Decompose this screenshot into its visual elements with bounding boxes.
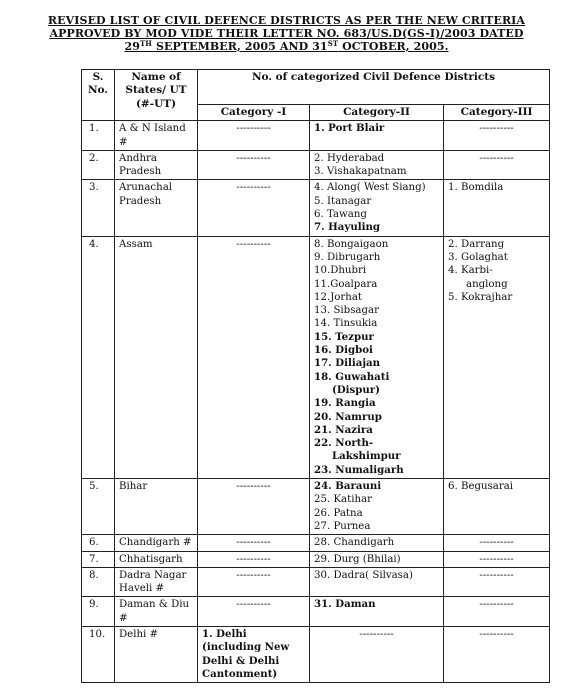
district-name: 14. Tinsukia — [314, 318, 378, 330]
state-name-line: Andhra — [119, 152, 157, 164]
state-name-line: # — [119, 612, 128, 624]
row-sno: 10. — [82, 626, 115, 682]
district-name: 19. Rangia — [314, 397, 376, 410]
row-sno: 5. — [82, 479, 115, 535]
table-row — [82, 597, 550, 627]
row-state-name — [115, 150, 198, 180]
row-cat2-districts — [310, 567, 444, 597]
district-name: 23. Numaligarh — [314, 463, 404, 476]
row-sno: 6. — [82, 535, 115, 551]
empty-dash: ---------- — [479, 569, 514, 581]
col-cat2-header: Category-II — [310, 105, 444, 121]
state-name-line: Dadra Nagar — [119, 569, 187, 581]
row-cat1-districts — [198, 150, 310, 180]
col-cat3-header: Category-III — [444, 105, 550, 121]
row-state-name — [115, 567, 198, 597]
district-name: 2. Darrang — [448, 238, 505, 250]
row-cat2-districts — [310, 535, 444, 551]
col-sno-header: S. No. — [82, 70, 115, 121]
empty-dash: ---------- — [236, 553, 271, 565]
district-name: 4. Karbi- — [448, 265, 493, 277]
row-sno: 7. — [82, 551, 115, 567]
table-row — [82, 236, 550, 478]
district-name: 5. Itanagar — [314, 195, 372, 207]
row-cat1-districts — [198, 626, 310, 682]
row-cat3-districts — [444, 535, 550, 551]
row-cat2-districts — [310, 626, 444, 682]
row-cat3-districts — [444, 479, 550, 535]
state-name-line: Bihar — [119, 481, 148, 493]
row-state-name — [115, 121, 198, 151]
district-name: (including New — [202, 641, 290, 654]
row-sno: 2. — [82, 150, 115, 180]
district-name: Lakshimpur — [332, 450, 401, 463]
row-cat1-districts — [198, 180, 310, 236]
district-name: 2. Hyderabad — [314, 152, 385, 164]
district-name: 29. Durg (Bhilai) — [314, 553, 401, 565]
row-state-name — [115, 626, 198, 682]
row-cat3-districts — [444, 180, 550, 236]
row-sno: 3. — [82, 180, 115, 236]
district-name: 17. Diliajan — [314, 357, 381, 370]
district-name: 1. Bomdila — [448, 182, 504, 194]
state-name-line: Haveli # — [119, 583, 165, 595]
state-name-line: # — [119, 136, 128, 148]
district-name: 24. Barauni — [314, 480, 382, 493]
empty-dash: ---------- — [236, 152, 271, 164]
district-name: 18. Guwahati — [314, 370, 390, 383]
district-name: Delhi & Delhi — [202, 654, 280, 667]
row-sno: 9. — [82, 597, 115, 627]
district-name: 12.Jorhat — [314, 291, 363, 303]
state-name-line: Pradesh — [119, 195, 162, 207]
empty-dash: ---------- — [479, 628, 514, 640]
district-name: 1. Delhi — [202, 627, 247, 640]
col-cat1-header: Category -I — [198, 105, 310, 121]
district-name: 5. Kokrajhar — [448, 291, 513, 303]
row-cat2-districts — [310, 150, 444, 180]
district-name: 9. Dibrugarh — [314, 251, 381, 263]
row-sno: 8. — [82, 567, 115, 597]
row-cat1-districts — [198, 121, 310, 151]
district-name: (Dispur) — [332, 383, 380, 396]
row-cat3-districts — [444, 150, 550, 180]
row-state-name — [115, 551, 198, 567]
empty-dash: ---------- — [236, 238, 271, 250]
district-name: 6. Tawang — [314, 209, 367, 221]
district-name: 28. Chandigarh — [314, 537, 395, 549]
table-row — [82, 626, 550, 682]
district-name: 15. Tezpur — [314, 330, 374, 343]
district-name: 21. Nazira — [314, 423, 373, 436]
state-name-line: Assam — [119, 238, 153, 250]
district-name: 20. Namrup — [314, 410, 382, 423]
table-row — [82, 150, 550, 180]
table-row — [82, 479, 550, 535]
col-group-header: No. of categorized Civil Defence Districts — [198, 70, 550, 105]
state-name-line: Chandigarh # — [119, 537, 192, 549]
empty-dash: ---------- — [479, 123, 514, 135]
empty-dash: ---------- — [236, 569, 271, 581]
district-name: 3. Vishakapatnam — [314, 166, 407, 178]
row-state-name — [115, 236, 198, 478]
district-name: Cantonment) — [202, 667, 278, 680]
row-state-name — [115, 597, 198, 627]
empty-dash: ---------- — [236, 123, 271, 135]
table-body — [82, 121, 550, 683]
row-sno: 1. — [82, 121, 115, 151]
row-cat1-districts — [198, 479, 310, 535]
table-row — [82, 121, 550, 151]
districts-table — [81, 69, 550, 683]
state-name-line: A & N Island — [119, 123, 186, 135]
district-name: anglong — [466, 278, 508, 290]
district-name: 4. Along( West Siang) — [314, 182, 426, 194]
row-cat3-districts — [444, 597, 550, 627]
district-name: 30. Dadra( Silvasa) — [314, 569, 413, 581]
empty-dash: ---------- — [479, 152, 514, 164]
row-sno: 4. — [82, 236, 115, 478]
district-name: 10.Dhubri — [314, 265, 367, 277]
row-cat3-districts — [444, 567, 550, 597]
title-line-2: APPROVED BY MOD VIDE THEIR LETTER NO. 683/US.D(GS-I)/2003 DATED — [49, 27, 524, 40]
district-name: 31. Daman — [314, 598, 376, 611]
district-name: 13. Sibsagar — [314, 305, 379, 317]
table-row — [82, 567, 550, 597]
title-line-1: REVISED LIST OF CIVIL DEFENCE DISTRICTS AS PER THE NEW CRITERIA — [47, 14, 526, 27]
state-name-line: Pradesh — [119, 166, 162, 178]
empty-dash: ---------- — [479, 599, 514, 611]
state-name-line: Daman & Diu — [119, 599, 190, 611]
title-line-3: 29TH SEPTEMBER, 2005 AND 31ST OCTOBER, 2005. — [124, 39, 449, 53]
row-cat1-districts — [198, 535, 310, 551]
row-state-name — [115, 535, 198, 551]
row-cat3-districts — [444, 551, 550, 567]
empty-dash: ---------- — [479, 537, 514, 549]
row-cat3-districts — [444, 121, 550, 151]
document-title — [0, 14, 573, 53]
district-name: 11.Goalpara — [314, 278, 378, 290]
row-cat1-districts — [198, 597, 310, 627]
district-name: 6. Begusarai — [448, 481, 514, 493]
table-row — [82, 180, 550, 236]
district-name: 1. Port Blair — [314, 122, 385, 135]
district-name: 27. Purnea — [314, 520, 371, 532]
col-state-header: Name of States/ UT (#-UT) — [115, 70, 198, 121]
district-name: 22. North- — [314, 437, 374, 450]
row-cat1-districts — [198, 236, 310, 478]
district-name: 8. Bongaigaon — [314, 238, 389, 250]
table-row — [82, 551, 550, 567]
table-row — [82, 535, 550, 551]
state-name-line: Arunachal — [119, 182, 173, 194]
empty-dash: ---------- — [236, 599, 271, 611]
empty-dash: ---------- — [359, 628, 394, 640]
header-row — [82, 70, 550, 105]
row-cat2-districts — [310, 479, 444, 535]
row-cat2-districts — [310, 121, 444, 151]
row-cat1-districts — [198, 551, 310, 567]
row-cat2-districts — [310, 551, 444, 567]
row-cat2-districts — [310, 236, 444, 478]
row-cat3-districts — [444, 236, 550, 478]
row-cat1-districts — [198, 567, 310, 597]
row-state-name — [115, 180, 198, 236]
empty-dash: ---------- — [236, 182, 271, 194]
empty-dash: ---------- — [236, 481, 271, 493]
row-cat3-districts — [444, 626, 550, 682]
district-name: 16. Digboi — [314, 344, 373, 357]
empty-dash: ---------- — [236, 537, 271, 549]
state-name-line: Delhi # — [119, 628, 159, 640]
state-name-line: Chhatisgarh — [119, 553, 183, 565]
district-name: 7. Hayuling — [314, 221, 381, 234]
row-cat2-districts — [310, 180, 444, 236]
district-name: 25. Katihar — [314, 494, 372, 506]
row-cat2-districts — [310, 597, 444, 627]
district-name: 26. Patna — [314, 507, 363, 519]
district-name: 3. Golaghat — [448, 251, 508, 263]
row-state-name — [115, 479, 198, 535]
empty-dash: ---------- — [479, 553, 514, 565]
